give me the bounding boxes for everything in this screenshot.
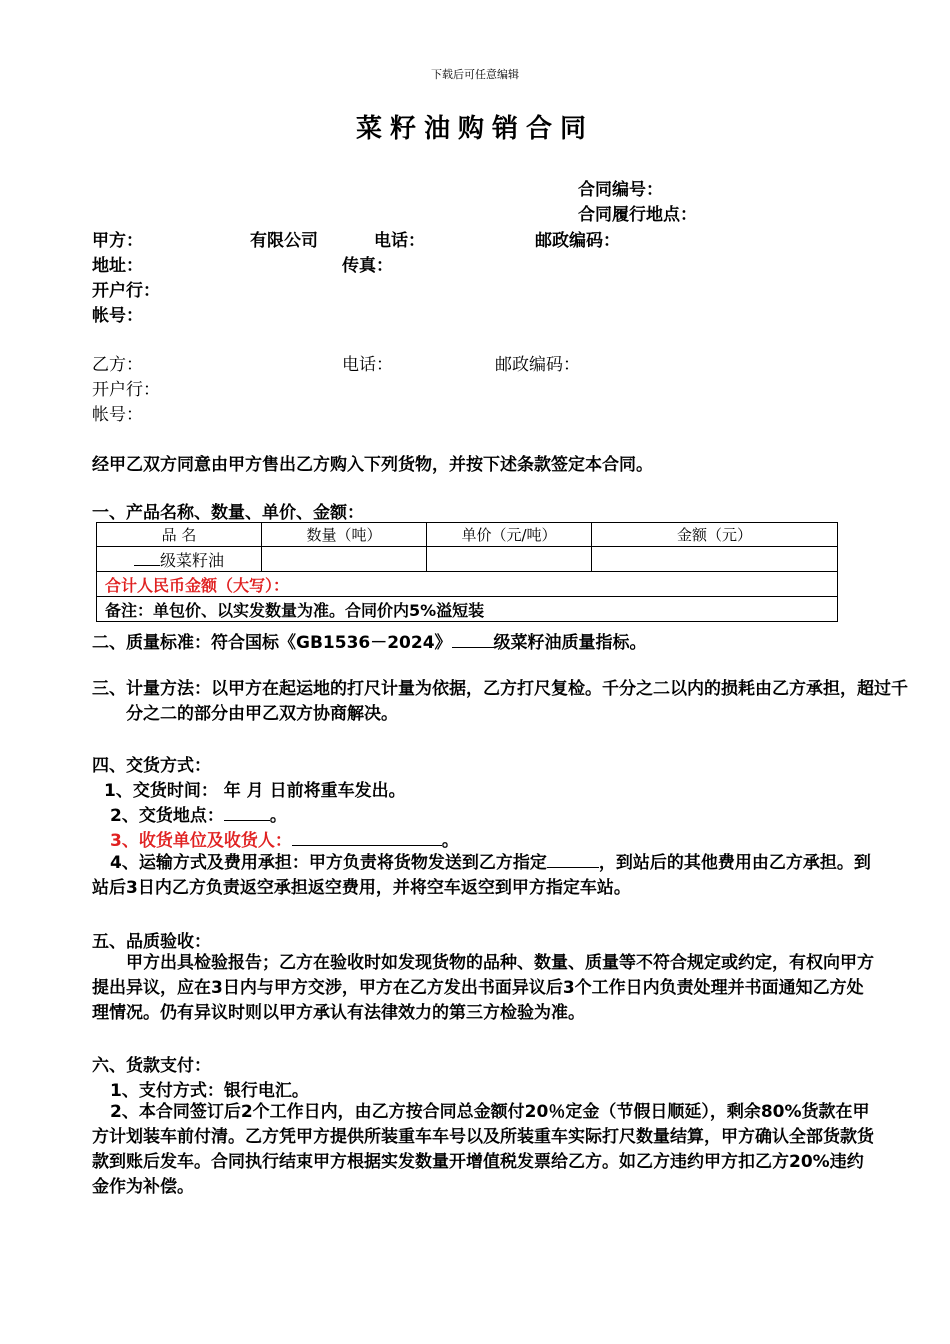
product-name-cell [97, 547, 262, 572]
party-a-postal-label: 邮政编码： [535, 231, 620, 251]
party-b-postal-label: 邮政编码： [495, 355, 580, 375]
party-a-label: 甲方： [92, 231, 143, 251]
document-title: 菜籽油购销合同 [355, 114, 594, 144]
contract-number-label: 合同编号： [578, 180, 663, 200]
delivery-time: 1、交货时间： 年 月 日前将重车发出。 [104, 781, 406, 801]
transport-method-rest: ，到站后的其他费用由乙方承担。到站后3日内乙方负责返空承担返空费用，并将空车返空到甲方指定车站。 [92, 853, 871, 898]
amount-cell [592, 547, 838, 572]
unit-price-cell [427, 547, 592, 572]
payment-method: 1、支付方式：银行电汇。 [110, 1081, 309, 1101]
party-a-account-label: 帐号： [92, 306, 143, 326]
header-unit-price: 单价（元/吨） [427, 523, 592, 547]
section1-heading: 一、产品名称、数量、单价、金额： [92, 503, 364, 523]
delivery-location-end: 。 [269, 806, 287, 826]
delivery-location [110, 801, 287, 826]
section2-suffix: 级菜籽油质量指标。 [493, 633, 647, 653]
party-b-label: 乙方： [92, 355, 143, 375]
payment-terms: 2、本合同签订后2个工作日内，由乙方按合同总金额付20％定金（节假日顺延），剩余80%货款在甲方计划装车前付清。乙方凭甲方提供所装重车车号以及所装重车实际打尺数量结算，甲方确认全部货款货款到账后发车。合同执行结束甲方根据实发数量开增值税发票给乙方。如乙方违约甲方扣乙方20%违约金作为补偿。 [92, 1102, 874, 1197]
header-amount: 金额（元） [592, 523, 838, 547]
header-quantity: 数量（吨） [262, 523, 427, 547]
header-product-name: 品 名 [97, 523, 262, 547]
party-a-address-label: 地址： [92, 256, 143, 276]
party-b-bank-label: 开户行： [92, 380, 160, 400]
transport-method-text: 4、运输方式及费用承担：甲方负责将货物发送到乙方指定 [110, 853, 547, 873]
party-a-company-suffix: 有限公司 [250, 231, 318, 251]
grade-blank [134, 549, 160, 566]
remark-text: 备注：单包价、以实发数量为准。合同价内5%溢短装 [97, 597, 838, 622]
section4-heading: 四、交货方式： [92, 756, 211, 776]
party-a-bank-label: 开户行： [92, 281, 160, 301]
total-amount-label: 合计人民币金额（大写）： [97, 572, 838, 597]
quantity-cell [262, 547, 427, 572]
party-b-phone-label: 电话： [342, 355, 393, 375]
contract-place-label: 合同履行地点： [578, 205, 697, 225]
table-header-row [97, 523, 838, 547]
consignee [110, 826, 459, 851]
table-row [97, 547, 838, 572]
transport-destination-blank [547, 850, 599, 868]
product-table [96, 522, 838, 622]
party-b-account-label: 帐号： [92, 405, 143, 425]
delivery-location-label: 2、交货地点： [110, 806, 224, 826]
section6-heading: 六、货款支付： [92, 1056, 211, 1076]
intro-text: 经甲乙双方同意由甲方售出乙方购入下列货物，并按下述条款签定本合同。 [92, 455, 653, 475]
grade-blank [452, 630, 494, 648]
header-note: 下载后可任意编辑 [431, 68, 519, 81]
consignee-end: 。 [441, 831, 459, 851]
section2-prefix: 二、质量标准：符合国标《GB1536－2024》 [92, 633, 452, 653]
product-name: 级菜籽油 [159, 550, 224, 570]
section3-measurement: 三、计量方法：以甲方在起运地的打尺计量为依据，乙方打尺复检。千分之二以内的损耗由乙方承担，超过千分之二的部分由甲乙双方协商解决。 [92, 679, 908, 724]
section5-body: 甲方出具检验报告；乙方在验收时如发现货物的品种、数量、质量等不符合规定或约定，有权向甲方提出异议，应在3日内与甲方交涉，甲方在乙方发出书面异议后3个工作日内负责处理并书面通知乙方处理情况。仍有异议时则以甲方承认有法律效力的第三方检验为准。 [92, 953, 874, 1023]
remark-row [97, 597, 838, 622]
transport-method [92, 850, 878, 901]
party-a-fax-label: 传真： [342, 256, 393, 276]
section2-quality-standard [92, 628, 647, 653]
section5-heading: 五、品质验收： [92, 932, 211, 952]
consignee-label: 3、收货单位及收货人： [110, 831, 292, 851]
delivery-location-blank [224, 803, 270, 821]
party-a-phone-label: 电话： [374, 231, 425, 251]
consignee-blank [292, 828, 442, 846]
total-row [97, 572, 838, 597]
